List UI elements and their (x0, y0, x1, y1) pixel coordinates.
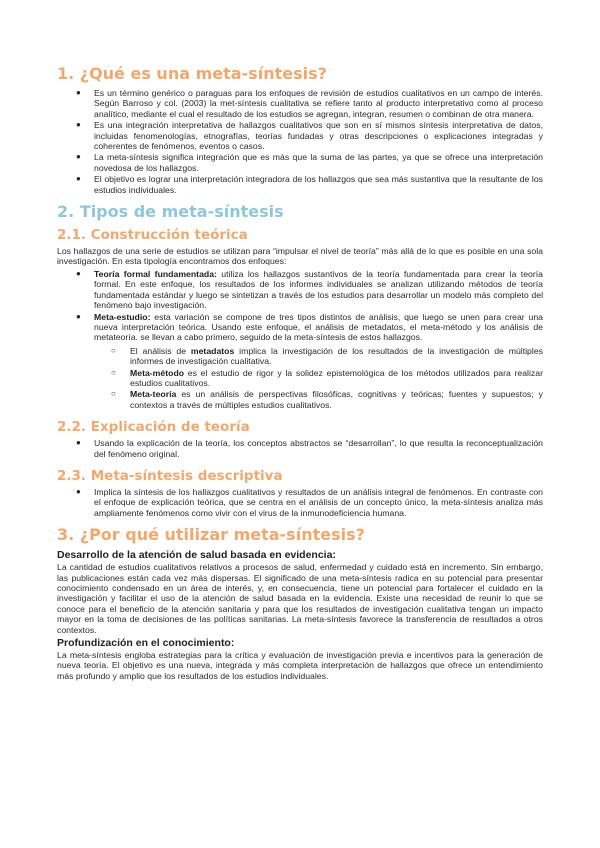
section-2-1-list (57, 269, 543, 410)
term-label: Teoría formal fundamentada: (94, 268, 217, 279)
bullet-icon: ● (76, 311, 81, 321)
paragraph: La meta-síntesis engloba estrategias para la crítica y evaluación de investigación previa e incentivos para la generación de nueva teoría. El objetivo es una nueva, integrada y más completa interpretación de hallazgos que ofrece un entendimiento más profundo y amplio que los resultados de los estudios individuales. (57, 650, 543, 681)
document-page (57, 64, 543, 683)
list-item: ● Usando la explicación de la teoría, los conceptos abstractos se “desarrollan”, lo que resulta la reconceptualización del fenómeno original. (76, 438, 543, 459)
list-item: ● Meta-estudio: esta variación se compone de tres tipos distintos de análisis, que luego se unen para crear una nueva interpretación teórica. Usando este enfoque, el análisis de metadatos, el meta-método y los análisis de metateoría. se llevan a cabo primero, seguido de la meta-síntesis de estos hallazgos. ○ El análisis de metadatos implica la investigación de los resultados de la investigación de múltiples informes de investigación cualitativa. ○ Meta-método es el estudio de rigor y la solidez epistemológica de los métodos utilizados para realizar estudios cualitativos. ○ Meta-teoría es un análisis de perspectivas filosóficas, cognitivas y teóricas; fuentes y supuestos; y contextos a través de múltiples estudios cualitativos. (76, 311, 543, 410)
section-2-3-heading: 2.3. Meta-síntesis descriptiva (57, 467, 283, 484)
sub-bullet-icon: ○ (111, 389, 116, 399)
bullet-icon: ● (76, 438, 81, 448)
subsection-heading: Desarrollo de la atención de salud basada en evidencia: (57, 549, 336, 562)
term-label: Meta-estudio: (94, 311, 151, 322)
section-1-heading: 1. ¿Qué es una meta-síntesis? (57, 64, 327, 83)
term-label: Meta-método (130, 367, 185, 378)
term-label: metadatos (190, 345, 235, 356)
list-item: ○ Meta-método es el estudio de rigor y la solidez epistemológica de los métodos utilizados para realizar estudios cualitativos. (111, 367, 543, 388)
section-2-heading: 2. Tipos de meta-síntesis (57, 202, 284, 222)
section-2-1-heading: 2.1. Construcción teórica (57, 227, 248, 244)
section-2-2-heading: 2.2. Explicación de teoría (57, 419, 250, 436)
meta-study-sublist (94, 346, 543, 410)
section-2-1-intro: Los hallazgos de una serie de estudios se utilizan para “impulsar el nivel de teoría” más allá de lo que es posible en una sola investigación. En esta tipología encontramos dos enfoques: (57, 246, 543, 267)
bullet-icon: ● (76, 120, 81, 130)
bullet-icon: ● (76, 174, 81, 184)
paragraph: La cantidad de estudios cualitativos relativos a procesos de salud, enfermedad y cuidado está en incremento. Sin embargo, las publicaciones están cada vez más dispersas. El significado de una meta-síntesis radica en su potencial para presentar conocimiento condensado en un área de interés, y, en consecuencia, tiene un potencial para fortalecer el cuidado en la investigación y facilitar el uso de la atención de salud basada en la evidencia. Existe una necesidad de reunir lo que se conoce para el beneficio de la atención sanitaria y para que los resultados de investigación cualitativa tengan un impacto mayor en la toma de decisiones de las políticas sanitarias. La meta-síntesis favorece la transferencia de resultados a otros contextos. (57, 562, 543, 635)
section-2-2-list (57, 438, 543, 459)
bullet-icon: ● (76, 152, 81, 162)
list-item: ● Es un término genérico o paraguas para los enfoques de revisión de estudios cualitativos en un campo de interés. Según Barroso y col. (2003) la met-síntesis cualitativa se refiere tanto al producto interpretativo como al proceso analítico, mediante el cual el resultado de los estudios se agregan, integran, resumen o combinan de otra manera. (76, 88, 543, 119)
list-item: ● Implica la síntesis de los hallazgos cualitativos y resultados de un análisis integral de fenómenos. En contraste con el enfoque de explicación teórica, que se centra en el análisis de un concepto único, la meta-síntesis analiza más ampliamente fenómenos como vivir con el virus de la inmunodeficiencia humana. (76, 486, 543, 518)
section-1-list (57, 88, 543, 195)
term-label: Meta-teoría (130, 389, 177, 400)
list-item: ● El objetivo es lograr una interpretación integradora de los hallazgos que sea más sustantiva que la resultante de los estudios individuales. (76, 174, 543, 195)
section-3-heading: 3. ¿Por qué utilizar meta-síntesis? (57, 525, 365, 545)
list-item: ○ El análisis de metadatos implica la investigación de los resultados de la investigación de múltiples informes de investigación cualitativa. (111, 345, 543, 367)
bullet-icon: ● (76, 268, 81, 278)
list-item: ● Teoría formal fundamentada: utiliza los hallazgos sustantivos de la teoría fundamentada para crear la teoría formal. En este enfoque, los resultados de los informes individuales se analizan utilizando métodos de teoría fundamentada estándar y luego se sintetizan a través de los estudios para desarrollar un modelo más completo del fenómeno bajo investigación. (76, 268, 543, 311)
bullet-icon: ● (76, 88, 81, 97)
section-2-3-list (57, 487, 543, 518)
list-item: ● La meta-síntesis significa integración que es más que la suma de las partes, ya que se ofrece una interpretación novedosa de los hallazgos. (76, 152, 543, 173)
sub-bullet-icon: ○ (111, 345, 116, 355)
bullet-icon: ● (76, 486, 81, 496)
subsection-heading: Profundización en el conocimiento: (57, 637, 235, 650)
sub-bullet-icon: ○ (111, 367, 116, 377)
list-item: ● Es una integración interpretativa de hallazgos cualitativos que son en sí mismos síntesis interpretativa de datos, incluidas fenomenologías, etnografías, teorías fundadas y otras descripciones o explicaciones integradas y coherentes de fenómenos, eventos o casos. (76, 120, 543, 152)
list-item: ○ Meta-teoría es un análisis de perspectivas filosóficas, cognitivas y teóricas; fuentes y supuestos; y contextos a través de múltiples estudios cualitativos. (111, 389, 543, 410)
